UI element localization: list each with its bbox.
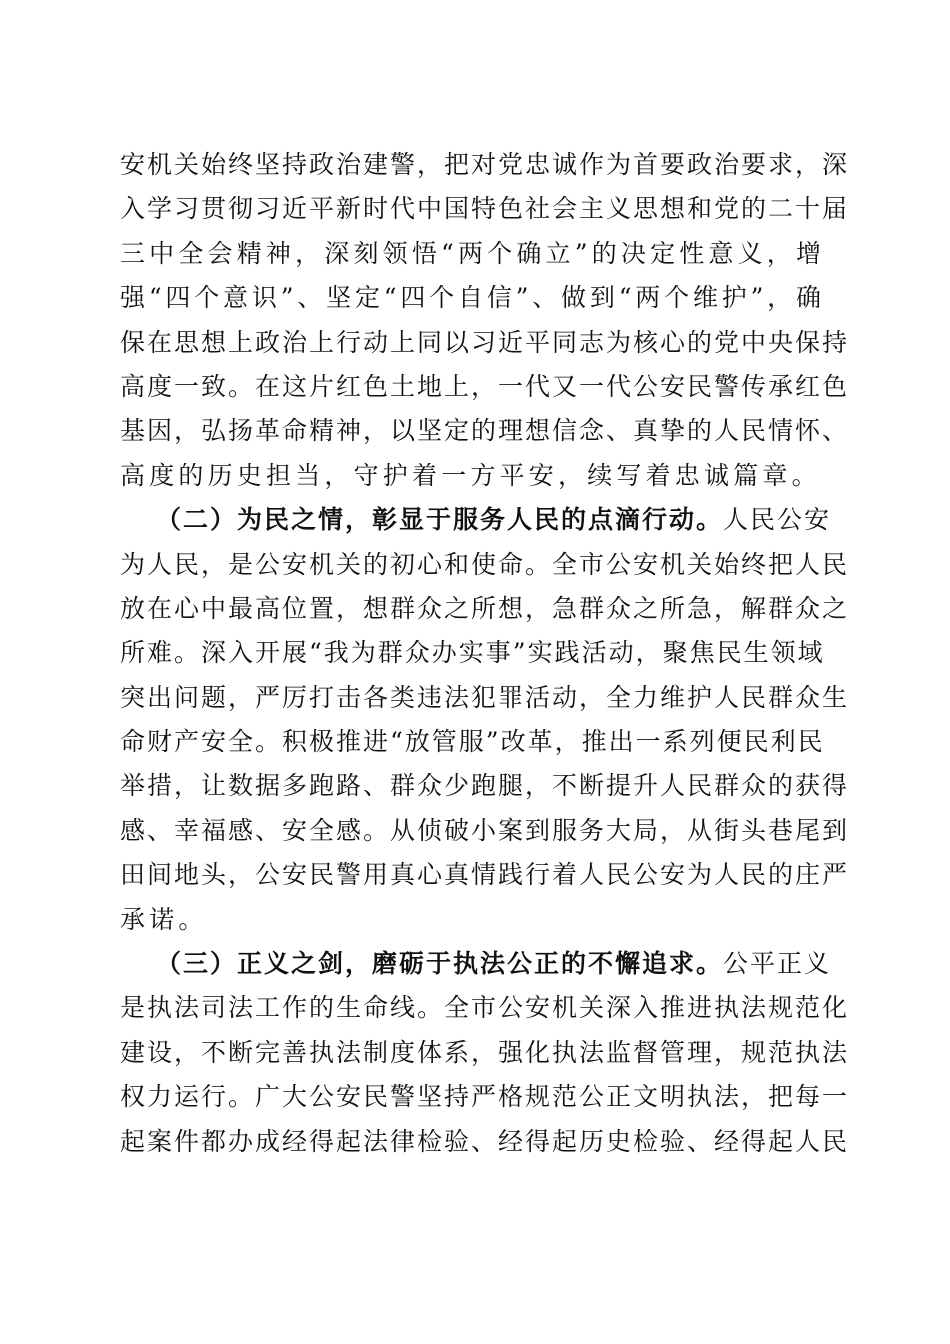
text-line: 举措，让数据多跑路、群众少跑腿，不断提升人民群众的获得 — [120, 771, 850, 801]
text-line: 高度的历史担当，守护着一方平安，续写着忠诚篇章。 — [120, 460, 821, 490]
text-line: 高度一致。在这片红色土地上，一代又一代公安民警传承红色 — [120, 371, 850, 401]
section-heading: （二）为民之情，彰显于服务人民的点滴行动。 — [156, 505, 724, 535]
heading-line — [120, 498, 832, 542]
text-line: 是执法司法工作的生命线。全市公安机关深入推进执法规范化 — [120, 993, 850, 1023]
text-span: 公平正义 — [723, 949, 832, 979]
text-line: 田间地头，公安民警用真心真情践行着人民公安为人民的庄严 — [120, 860, 850, 890]
text-line: 为人民，是公安机关的初心和使命。全市公安机关始终把人民 — [120, 549, 850, 579]
text-line: 保在思想上政治上行动上同以习近平同志为核心的党中央保持 — [120, 327, 850, 357]
text-line: 命财产安全。积极推进“放管服”改革，推出一系列便民利民 — [120, 727, 825, 757]
text-line: 承诺。 — [120, 904, 208, 934]
section-heading: （三）正义之剑，磨砺于执法公正的不懈追求。 — [156, 949, 724, 979]
text-line: 放在心中最高位置，想群众之所想，急群众之所急，解群众之 — [120, 593, 850, 623]
text-line: 起案件都办成经得起法律检验、经得起历史检验、经得起人民 — [120, 1126, 850, 1156]
text-line: 权力运行。广大公安民警坚持严格规范公正文明执法，把每一 — [120, 1082, 850, 1112]
paragraph-3 — [120, 942, 850, 1164]
text-line: 所难。深入开展“我为群众办实事”实践活动，聚焦民生领域 — [120, 638, 825, 668]
text-line: 突出问题，严厉打击各类违法犯罪活动，全力维护人民群众生 — [120, 682, 850, 712]
paragraph-2 — [120, 498, 850, 942]
text-line: 基因，弘扬革命精神，以坚定的理想信念、真挚的人民情怀、 — [120, 416, 850, 446]
paragraph-1 — [120, 143, 850, 498]
text-line: 安机关始终坚持政治建警，把对党忠诚作为首要政治要求，深 — [120, 150, 850, 179]
document-page — [120, 143, 850, 1164]
text-line: 感、幸福感、安全感。从侦破小案到服务大局，从街头巷尾到 — [120, 815, 850, 845]
text-line: 三中全会精神，深刻领悟“两个确立”的决定性意义，增 — [120, 238, 823, 268]
text-line: 强“四个意识”、坚定“四个自信”、做到“两个维护”，确 — [120, 283, 823, 313]
text-line: 建设，不断完善执法制度体系，强化执法监督管理，规范执法 — [120, 1037, 850, 1067]
text-span: 人民公安 — [723, 505, 832, 535]
heading-line — [120, 942, 832, 986]
text-line: 入学习贯彻习近平新时代中国特色社会主义思想和党的二十届 — [120, 194, 850, 224]
